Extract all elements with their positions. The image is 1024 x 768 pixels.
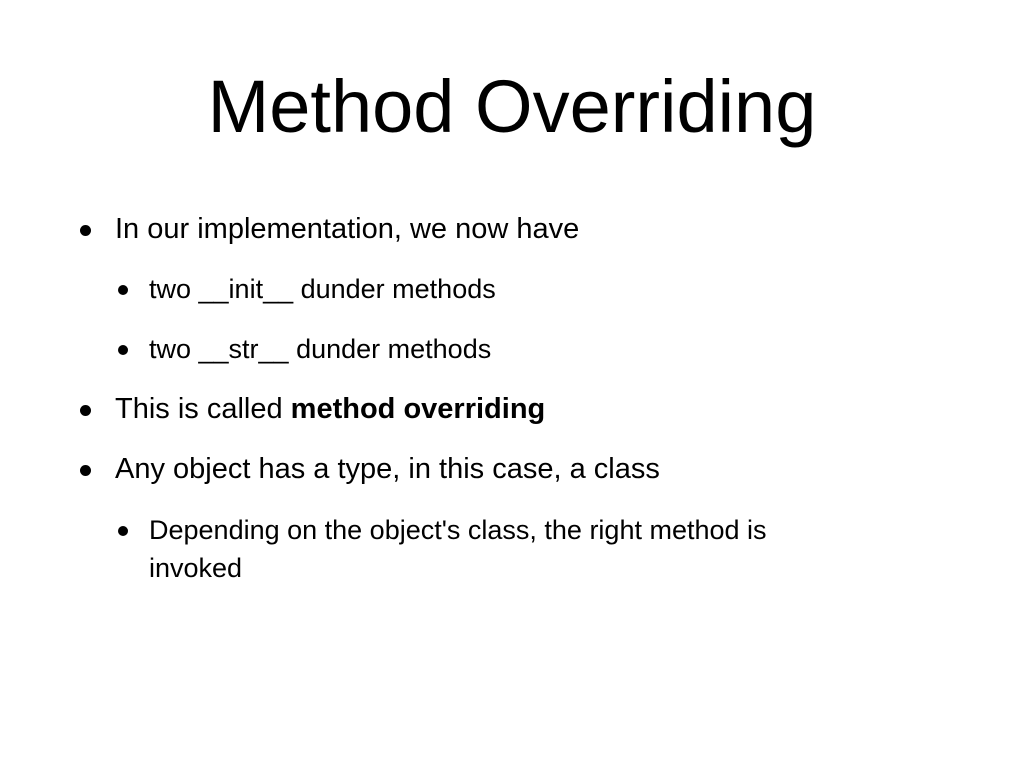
- sub-bullet-item: [149, 330, 491, 368]
- bullet-dot-icon: [118, 285, 128, 295]
- bullet-text-prefix: This is called: [115, 393, 291, 425]
- sub-bullet-item: [149, 270, 496, 308]
- bullet-text: two __str__ dunder methods: [149, 334, 492, 364]
- bullet-text: Any object has a type, in this case, a class: [115, 453, 660, 485]
- slide-title: Method Overriding: [207, 65, 817, 148]
- bullet-text-line1: Depending on the object's class, the right method is: [149, 515, 767, 545]
- bullet-dot-icon: [80, 465, 91, 476]
- bullet-text: two __init__ dunder methods: [149, 274, 496, 304]
- sub-bullet-item: [149, 511, 767, 587]
- bullet-dot-icon: [118, 526, 128, 536]
- bullet-dot-icon: [80, 405, 91, 416]
- bullet-dot-icon: [80, 225, 91, 236]
- bullet-text: In our implementation, we now have: [115, 213, 580, 245]
- bullet-item: [115, 390, 545, 428]
- bullet-dot-icon: [118, 345, 128, 355]
- bullet-item: [115, 210, 579, 248]
- bullet-text-line2: invoked: [149, 553, 243, 583]
- bullet-item: [115, 450, 660, 488]
- bullet-text-bold: method overriding: [290, 393, 546, 425]
